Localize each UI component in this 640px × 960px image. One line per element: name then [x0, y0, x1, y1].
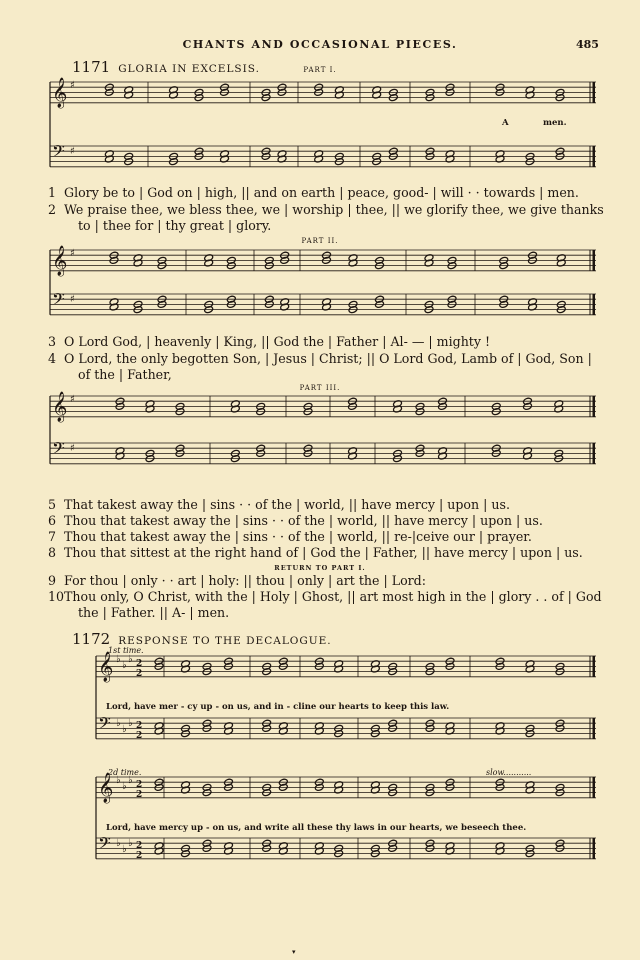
verse-number: 8: [48, 545, 57, 560]
treble-clef-icon: 𝄞: [98, 773, 114, 803]
verse-text: Thou that takest away the | sins · · of the | world, || re-|ceive our | prayer.: [64, 529, 532, 544]
verse-text: That takest away the | sins · · of the | world, || have mercy | upon | us.: [64, 497, 510, 512]
verse-9: [48, 573, 426, 589]
bass-clef-icon: 𝄢: [98, 833, 111, 857]
time-signature: 2: [136, 721, 143, 731]
flat-icon: ♭: [116, 838, 121, 849]
treble-clef-icon: 𝄞: [52, 246, 68, 276]
flat-icon: ♭: [128, 718, 133, 729]
final-barline: [593, 82, 596, 103]
verse-1: [48, 185, 579, 201]
bass-clef-icon: 𝄢: [98, 713, 111, 737]
part-2-label: PART II.: [301, 237, 339, 245]
time-signature: 2: [136, 659, 143, 669]
slow-marking: slow...........: [486, 768, 532, 777]
verse-4: [48, 351, 592, 383]
sharp-icon: ♯: [70, 294, 75, 305]
amen-men: men.: [543, 118, 567, 128]
verse-text: O Lord God, | heavenly | King, || God the | Father | Al- — | mighty !: [64, 334, 491, 349]
bass-clef-icon: 𝄢: [52, 141, 65, 165]
sharp-icon: ♯: [70, 146, 75, 157]
verse-text: For thou | only · · art | holy: || thou | only | art the | Lord:: [64, 573, 426, 588]
hymn-title: GLORIA IN EXCELSIS.: [118, 63, 260, 75]
time-signature: 2: [136, 669, 143, 679]
verse-text-continued: the | Father. || A- | men.: [78, 605, 230, 620]
return-to-part-1: RETURN TO PART I.: [274, 564, 366, 572]
verse-number: 2: [48, 202, 57, 217]
verse-3: [48, 334, 490, 350]
sharp-icon: ♯: [70, 443, 75, 454]
running-title: CHANTS AND OCCASIONAL PIECES.: [182, 38, 458, 51]
part-3-label: PART III.: [299, 384, 341, 392]
page-number: 485: [576, 38, 599, 51]
bottom-mark: ▾: [292, 948, 296, 956]
final-barline: [593, 396, 596, 417]
verse-number: 4: [48, 351, 57, 366]
time-signature: 2: [136, 851, 143, 861]
flat-icon: ♭: [122, 781, 127, 792]
underlay-first-time: Lord, have mer - cy up - on us, and in - cline our hearts to keep this law.: [106, 702, 450, 712]
verse-number: 7: [48, 529, 57, 544]
final-barline: [593, 656, 596, 677]
flat-icon: ♭: [128, 654, 133, 665]
verse-number: 1: [48, 185, 57, 200]
part-1-label: PART I.: [303, 66, 337, 74]
hymn-number: 1172: [72, 630, 111, 648]
flat-icon: ♭: [116, 718, 121, 729]
underlay-second-time: Lord, have mercy up - on us, and write all these thy laws in our hearts, we beseech thee.: [106, 823, 527, 833]
final-barline: [593, 146, 596, 167]
flat-icon: ♭: [122, 844, 127, 855]
verse-text: O Lord, the only begotten Son, | Jesus | Christ; || O Lord God, Lamb of | God, Son |: [64, 351, 592, 366]
verse-text-continued: of the | Father,: [78, 367, 172, 382]
flat-icon: ♭: [116, 775, 121, 786]
verse-number: 5: [48, 497, 57, 512]
verse-number: 9: [48, 573, 57, 588]
verse-text: Thou that sittest at the right hand of | God the | Father, || have mercy | upon | us.: [64, 545, 583, 560]
sharp-icon: ♯: [70, 394, 75, 405]
verse-2: [48, 202, 604, 234]
verse-6: [48, 513, 543, 529]
flat-icon: ♭: [128, 838, 133, 849]
bass-clef-icon: 𝄢: [52, 289, 65, 313]
final-barline: [593, 294, 596, 315]
sharp-icon: ♯: [70, 248, 75, 259]
verse-number: 6: [48, 513, 57, 528]
verse-number: 10: [48, 589, 65, 604]
time-signature: 2: [136, 780, 143, 790]
second-time-label: 2d time.: [108, 768, 142, 777]
verse-text-continued: to | thee for | thy great | glory.: [78, 218, 272, 233]
final-barline: [593, 443, 596, 464]
verse-number: 3: [48, 334, 57, 349]
final-barline: [593, 250, 596, 271]
bass-clef-icon: 𝄢: [52, 438, 65, 462]
final-barline: [593, 838, 596, 859]
flat-icon: ♭: [116, 654, 121, 665]
verse-text: Thou that takest away the | sins · · of the | world, || have mercy | upon | us.: [64, 513, 543, 528]
treble-clef-icon: 𝄞: [98, 652, 114, 682]
verse-7: [48, 529, 532, 545]
verse-5: [48, 497, 510, 513]
amen-a: A: [502, 118, 509, 128]
first-time-label: 1st time.: [108, 646, 144, 655]
treble-clef-icon: 𝄞: [52, 392, 68, 422]
verse-text: Thou only, O Christ, with the | Holy | Ghost, || art most high in the | glory . . of | God: [64, 589, 602, 604]
flat-icon: ♭: [128, 775, 133, 786]
hymn-number: 1171: [72, 58, 111, 76]
verse-10: [48, 589, 602, 621]
verse-text: Glory be to | God on | high, || and on earth | peace, good- | will · · towards | men.: [64, 185, 579, 200]
flat-icon: ♭: [122, 724, 127, 735]
final-barline: [593, 777, 596, 798]
time-signature: 2: [136, 790, 143, 800]
treble-clef-icon: 𝄞: [52, 78, 68, 108]
flat-icon: ♭: [122, 660, 127, 671]
time-signature: 2: [136, 731, 143, 741]
final-barline: [593, 718, 596, 739]
hymn-title: RESPONSE TO THE DECALOGUE.: [118, 635, 332, 647]
verse-8: [48, 545, 583, 561]
sharp-icon: ♯: [70, 80, 75, 91]
time-signature: 2: [136, 841, 143, 851]
verse-text: We praise thee, we bless thee, we | worship | thee, || we glorify thee, we give thanks: [64, 202, 604, 217]
